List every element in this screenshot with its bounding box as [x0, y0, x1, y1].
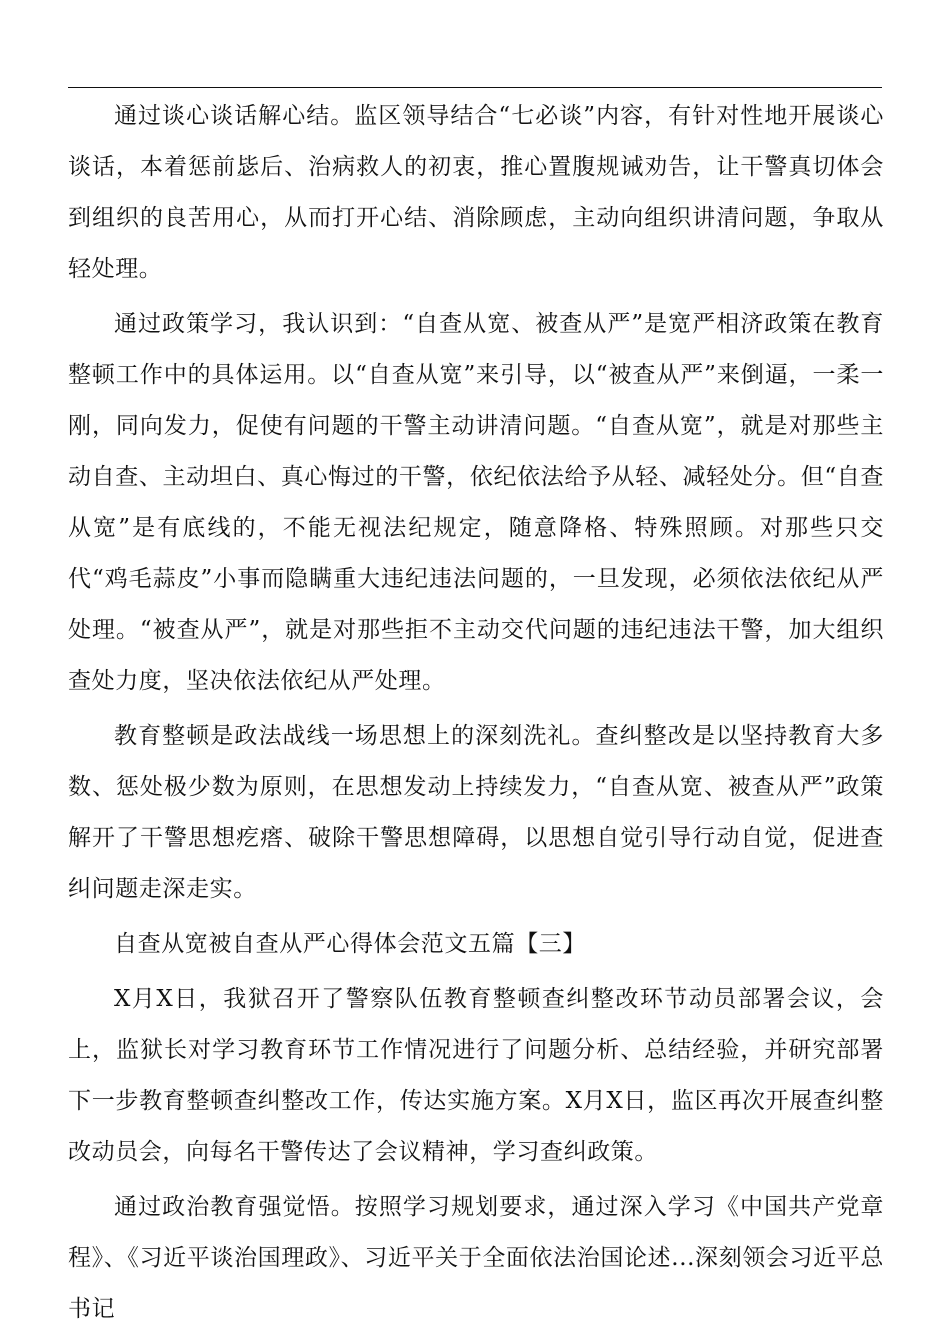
paragraph-education-rectification: 教育整顿是政法战线一场思想上的深刻洗礼。查纠整改是以坚持教育大多数、惩处极少数为原则，在思想发动上持续发力，“自查从宽、被查从严”政策解开了干警思想疙瘩、破除干警思想障碍，以思想自觉引导行动自觉，促进查纠问题走深走实。: [68, 723, 884, 902]
header-rule: [68, 87, 882, 88]
paragraph-heart-to-heart: 通过谈心谈话解心结。监区领导结合“七必谈”内容，有针对性地开展谈心谈话，本着惩前毖后、治病救人的初衷，推心置腹规诫劝告，让干警真切体会到组织的良苦用心，从而打开心结、消除顾虑，主动向组织讲清问题，争取从轻处理。: [68, 103, 884, 282]
document-body: [68, 91, 884, 1339]
paragraph-mobilization-meeting: X月X日，我狱召开了警察队伍教育整顿查纠整改环节动员部署会议，会上，监狱长对学习教育环节工作情况进行了问题分析、总结经验，并研究部署下一步教育整顿查纠整改工作，传达实施方案。X月X日，监区再次开展查纠整改动员会，向每名干警传达了会议精神，学习查纠政策。: [68, 986, 884, 1165]
paragraph-policy-study: 通过政策学习，我认识到：“自查从宽、被查从严”是宽严相济政策在教育整顿工作中的具体运用。以“自查从宽”来引导，以“被查从严”来倒逼，一柔一刚，同向发力，促使有问题的干警主动讲清问题。“自查从宽”，就是对那些主动自查、主动坦白、真心悔过的干警，依纪依法给予从轻、减轻处分。但“自查从宽”是有底线的，不能无视法纪规定，随意降格、特殊照顾。对那些只交代“鸡毛蒜皮”小事而隐瞒重大违纪违法问题的，一旦发现，必须依法依纪从严处理。“被查从严”，就是对那些拒不主动交代问题的违纪违法干警，加大组织查处力度，坚决依法依纪从严处理。: [68, 311, 884, 694]
section-heading: 自查从宽被自查从严心得体会范文五篇【三】: [114, 931, 586, 957]
paragraph-political-education: 通过政治教育强觉悟。按照学习规划要求，通过深入学习《中国共产党章程》、《习近平谈治国理政》、习近平关于全面依法治国论述...深刻领会习近平总书记: [68, 1194, 884, 1322]
